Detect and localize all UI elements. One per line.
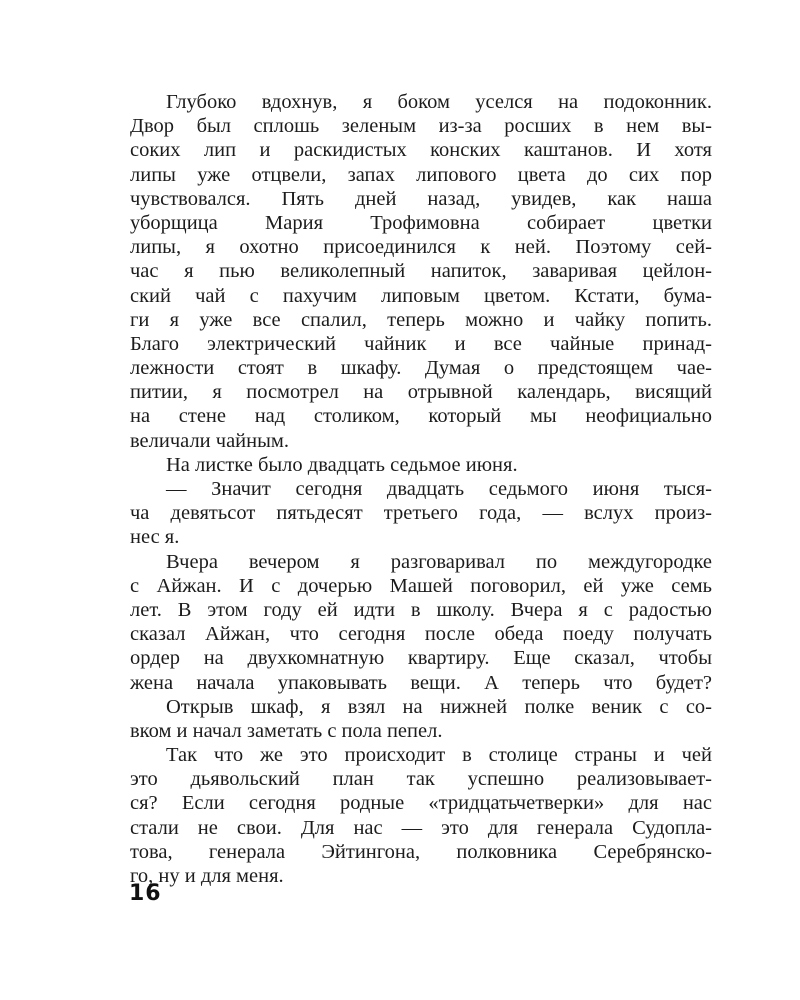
text-line: на стене над столиком, который мы неофициально bbox=[130, 405, 712, 428]
page-number: 16 bbox=[129, 881, 162, 906]
paragraph-5 bbox=[130, 695, 712, 743]
paragraph-2 bbox=[130, 453, 712, 477]
text-line: Глубоко вдохнув, я боком уселся на подоконник. bbox=[166, 91, 712, 113]
text-line: ский чай с пахучим липовым цветом. Кстати, бума- bbox=[130, 284, 712, 307]
text-line: вком и начал заметать с пола пепел. bbox=[130, 719, 443, 742]
text-line: ордер на двухкомнатную квартиру. Еще сказал, чтобы bbox=[130, 647, 712, 670]
text-line: го, ну и для меня. bbox=[130, 865, 284, 887]
text-line: стали не свои. Для нас — это для генерала Судопла- bbox=[130, 816, 712, 839]
text-line: жена начала упаковывать вещи. А теперь что будет? bbox=[130, 671, 712, 694]
text-line: липы уже отцвели, запах липового цвета до сих пор bbox=[130, 163, 712, 186]
paragraph-4 bbox=[130, 550, 712, 695]
paragraph-6 bbox=[130, 743, 712, 888]
paragraph-3-dialogue bbox=[130, 477, 712, 550]
text-line: ги я уже все спалил, теперь можно и чайку попить. bbox=[130, 308, 712, 331]
text-line: питии, я посмотрел на отрывной календарь, висящий bbox=[130, 381, 712, 404]
text-line: это дьявольский план так успешно реализовывает- bbox=[130, 768, 712, 791]
text-line: Двор был сплошь зеленым из-за росших в нем вы- bbox=[130, 115, 712, 138]
text-line: час я пью великолепный напиток, заваривая цейлон- bbox=[130, 260, 712, 283]
text-line: липы, я охотно присоединился к ней. Поэтому сей- bbox=[130, 236, 712, 259]
paragraph-1 bbox=[130, 90, 712, 453]
text-line: На листке было двадцать седьмое июня. bbox=[166, 453, 518, 476]
text-line: сказал Айжан, что сегодня после обеда поеду получать bbox=[130, 623, 712, 646]
text-line: Так что же это происходит в столице страны и чей bbox=[166, 744, 712, 767]
text-line: ча девятьсот пятьдесят третьего года, — вслух произ- bbox=[130, 502, 712, 525]
text-line: ся? Если сегодня родные «тридцатьчетверки» для нас bbox=[130, 792, 712, 815]
text-line: Открыв шкаф, я взял на нижней полке веник с со- bbox=[166, 695, 712, 718]
text-line: Вчера вечером я разговаривал по междугородке bbox=[166, 550, 712, 573]
text-line: Благо электрический чайник и все чайные принад- bbox=[130, 332, 712, 355]
text-line: уборщица Мария Трофимовна собирает цветки bbox=[130, 211, 712, 234]
text-line: това, генерала Эйтингона, полковника Серебрянско- bbox=[130, 840, 712, 863]
text-line: с Айжан. И с дочерью Машей поговорил, ей уже семь bbox=[130, 574, 712, 597]
page-text bbox=[130, 90, 712, 888]
text-line: — Значит сегодня двадцать седьмого июня тыся- bbox=[166, 478, 712, 500]
text-line: нес я. bbox=[130, 526, 180, 549]
text-line: лежности стоят в шкафу. Думая о предстоящем чае- bbox=[130, 357, 712, 380]
text-line: величали чайным. bbox=[130, 429, 289, 452]
text-line: чувствовался. Пять дней назад, увидев, как наша bbox=[130, 187, 712, 210]
text-line: соких лип и раскидистых конских каштанов. И хотя bbox=[130, 139, 712, 162]
text-line: лет. В этом году ей идти в школу. Вчера я с радостью bbox=[130, 598, 712, 621]
